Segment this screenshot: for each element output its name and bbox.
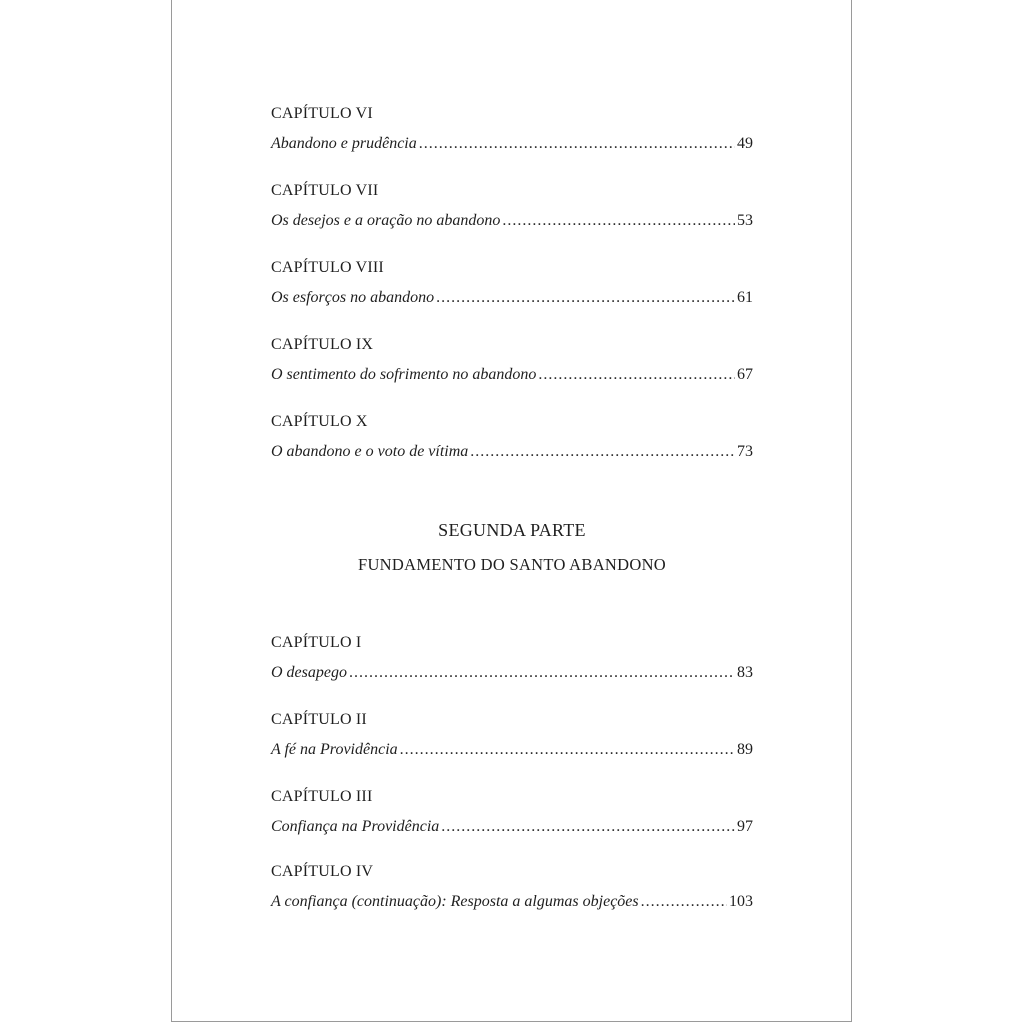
dot-leader	[419, 134, 735, 154]
toc-entry	[271, 862, 753, 912]
part-title: SEGUNDA PARTE	[438, 520, 586, 540]
page-number: 61	[737, 289, 753, 306]
chapter-title: O desapego	[271, 664, 347, 681]
toc-entry	[271, 335, 753, 385]
chapter-label: CAPÍTULO I	[271, 634, 362, 651]
dot-leader	[349, 663, 735, 683]
page-number: 73	[737, 443, 753, 460]
toc-line[interactable]	[271, 892, 753, 912]
part-subtitle: FUNDAMENTO DO SANTO ABANDONO	[357, 555, 667, 574]
toc-entry	[271, 710, 753, 760]
dot-leader	[502, 211, 735, 231]
chapter-label: CAPÍTULO IV	[271, 863, 374, 880]
dot-leader	[436, 288, 735, 308]
chapter-title: Confiança na Providência	[271, 818, 440, 835]
chapter-title: O abandono e o voto de vítima	[271, 443, 469, 460]
chapter-label: CAPÍTULO VI	[271, 105, 373, 122]
toc-entry	[271, 412, 753, 462]
page-number: 97	[737, 818, 753, 835]
dot-leader	[441, 817, 735, 837]
page-number: 49	[737, 135, 753, 152]
toc-entry	[271, 787, 753, 837]
toc-entry	[271, 181, 753, 231]
chapter-label: CAPÍTULO X	[271, 413, 368, 430]
toc-entry	[271, 258, 753, 308]
chapter-label: CAPÍTULO VIII	[271, 259, 384, 276]
page-number: 89	[737, 741, 753, 758]
page-number: 67	[737, 366, 753, 383]
chapter-title: Abandono e prudência	[271, 135, 417, 152]
chapter-label: CAPÍTULO II	[271, 711, 367, 728]
chapter-title: A fé na Providência	[271, 741, 398, 758]
chapter-title: A confiança (continuação): Resposta a algumas objeções	[271, 893, 639, 910]
page-number: 53	[737, 212, 753, 229]
book-page	[171, 0, 852, 1022]
dot-leader	[641, 892, 727, 912]
dot-leader	[470, 442, 735, 462]
chapter-label: CAPÍTULO IX	[271, 336, 374, 353]
chapter-label: CAPÍTULO VII	[271, 182, 379, 199]
toc-entry	[271, 104, 753, 154]
page-number: 83	[737, 664, 753, 681]
toc-line[interactable]	[271, 211, 753, 231]
toc-line[interactable]	[271, 663, 753, 683]
chapter-title: Os desejos e a oração no abandono	[271, 212, 501, 229]
page-number: 103	[729, 893, 753, 910]
toc-line[interactable]	[271, 288, 753, 308]
toc-line[interactable]	[271, 817, 753, 837]
chapter-title: O sentimento do sofrimento no abandono	[271, 366, 537, 383]
toc-line[interactable]	[271, 134, 753, 154]
toc-line[interactable]	[271, 740, 753, 760]
chapter-label: CAPÍTULO III	[271, 788, 373, 805]
dot-leader	[400, 740, 735, 760]
toc-line[interactable]	[271, 365, 753, 385]
dot-leader	[538, 365, 735, 385]
toc-entry	[271, 633, 753, 683]
toc-line[interactable]	[271, 442, 753, 462]
chapter-title: Os esforços no abandono	[271, 289, 435, 306]
